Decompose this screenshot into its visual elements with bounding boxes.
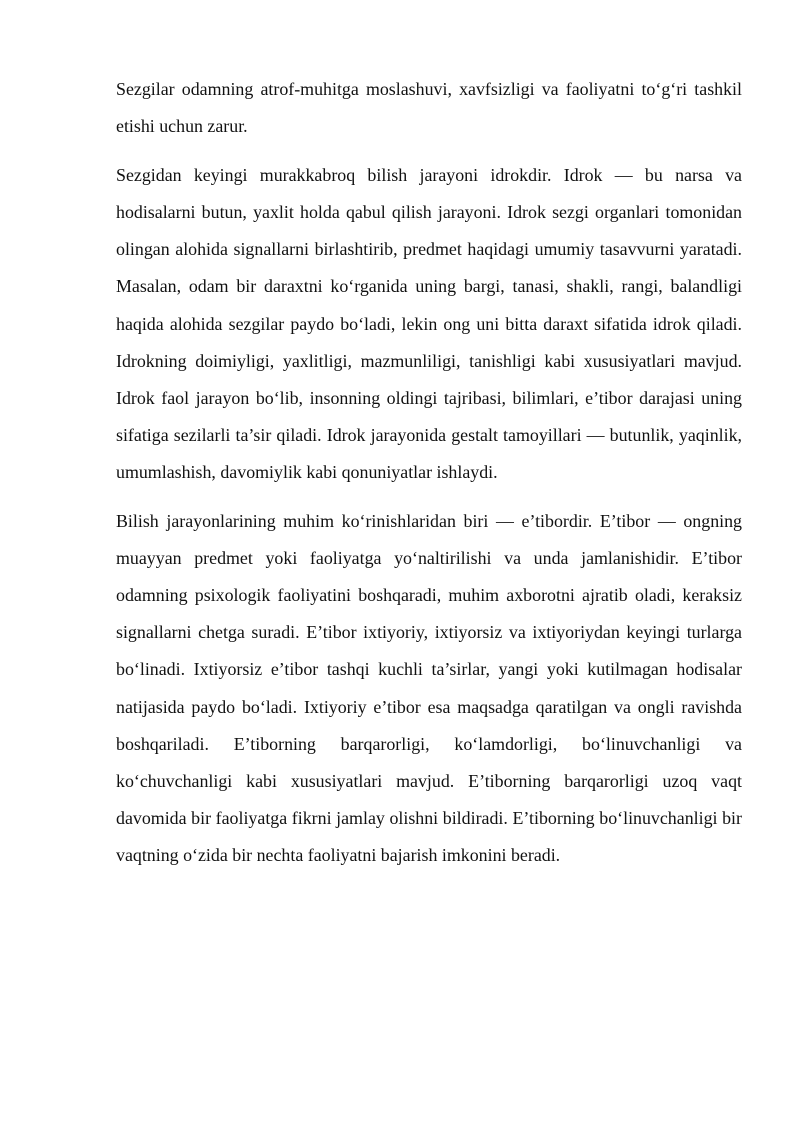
paragraph-sensations-purpose: Sezgilar odamning atrof-muhitga moslashuvi, xavfsizligi va faoliyatni to‘g‘ri tashkil etishi uchun zarur. — [116, 79, 742, 137]
paragraph-perception: Sezgidan keyingi murakkabroq bilish jarayoni idrokdir. Idrok — bu narsa va hodisalarni butun, yaxlit holda qabul qilish jarayoni. Idrok sezgi organlari tomonidan olingan alohida signallarni birlashtirib, predmet haqidagi umumiy tasavvurni yaratadi. Masalan, odam bir daraxtni ko‘rganida uning bargi, tanasi, shakli, rangi, balandligi haqida alohida sezgilar paydo bo‘ladi, lekin ong uni bitta daraxt sifatida idrok qiladi. Idrokning doimiyligi, yaxlitligi, mazmunliligi, tanishligi kabi xususiyatlari mavjud. Idrok faol jarayon bo‘lib, insonning oldingi tajribasi, bilimlari, e’tibor darajasi uning sifatiga sezilarli ta’sir qiladi. Idrok jarayonida gestalt tamoyillari — butunlik, yaqinlik, umumlashish, davomiylik kabi qonuniyatlar ishlaydi. — [116, 165, 742, 482]
document-body — [116, 71, 742, 886]
paragraph-attention: Bilish jarayonlarining muhim ko‘rinishlaridan biri — e’tibordir. E’tibor — ongning muayyan predmet yoki faoliyatga yo‘naltirilishi va unda jamlanishidir. E’tibor odamning psixologik faoliyatini boshqaradi, muhim axborotni ajratib oladi, keraksiz signallarni chetga suradi. E’tibor ixtiyoriy, ixtiyorsiz va ixtiyoriydan keyingi turlarga bo‘linadi. Ixtiyorsiz e’tibor tashqi kuchli ta’sirlar, yangi yoki kutilmagan hodisalar natijasida paydo bo‘ladi. Ixtiyoriy e’tibor esa maqsadga qaratilgan va ongli ravishda boshqariladi. E’tiborning barqarorligi, ko‘lamdorligi, bo‘linuvchanligi va ko‘chuvchanligi kabi xususiyatlari mavjud. E’tiborning barqarorligi uzoq vaqt davomida bir faoliyatga fikrni jamlay olishni bildiradi. E’tiborning bo‘linuvchanligi bir vaqtning o‘zida bir nechta faoliyatni bajarish imkonini beradi. — [116, 511, 742, 865]
